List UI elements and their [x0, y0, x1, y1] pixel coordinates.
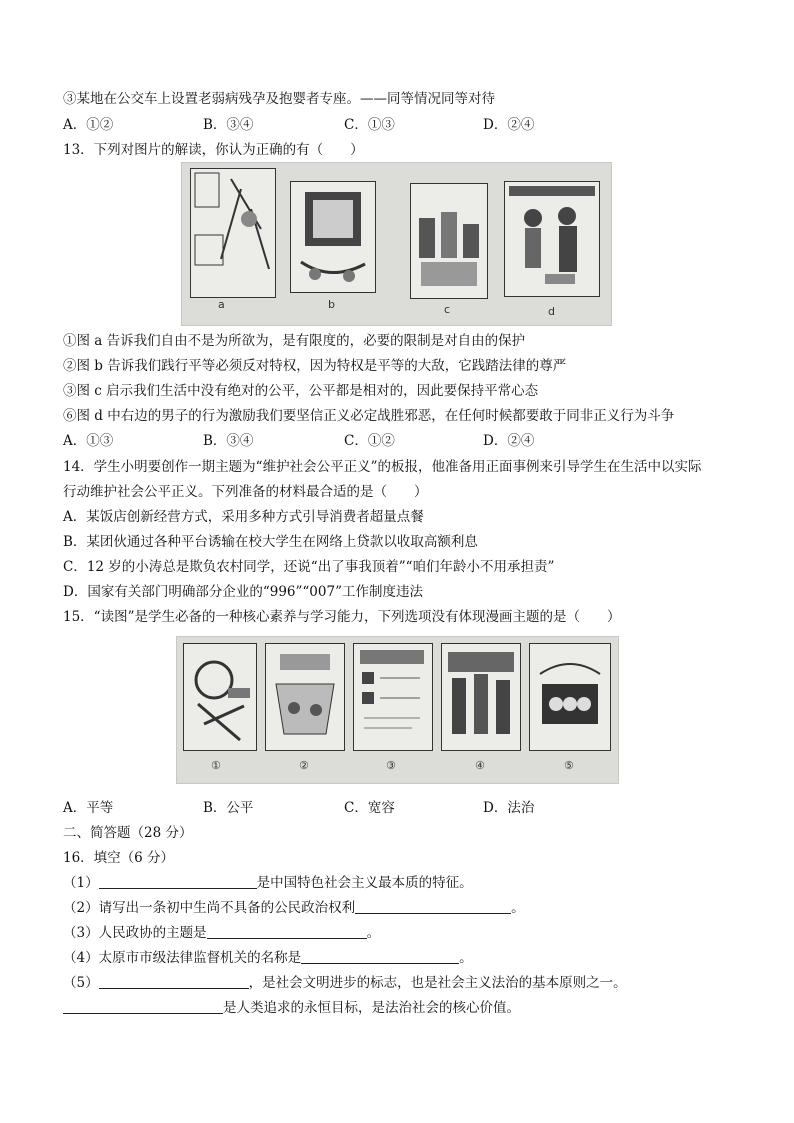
comic-4-illustration — [442, 644, 520, 750]
label-5: ⑤ — [564, 759, 574, 772]
answer-blank-2[interactable] — [355, 899, 511, 914]
comic-b-illustration — [291, 182, 375, 292]
comic-panel-1 — [183, 643, 257, 751]
q16-item-4-prefix: （4）太原市市级法律监督机关的名称是 — [63, 950, 302, 966]
q13-comic-strip — [181, 162, 612, 326]
q14-option-d[interactable]: D．国家有关部门明确部分企业的“996”“007”工作制度违法 — [63, 584, 423, 600]
q15-option-a[interactable]: A．平等 — [63, 800, 114, 816]
answer-blank-6[interactable] — [63, 999, 223, 1014]
q12-item-3: ③某地在公交车上设置老弱病残孕及抱婴者专座。——同等情况同等对待 — [63, 91, 495, 107]
comic-panel-2 — [265, 643, 345, 751]
answer-blank-3[interactable] — [207, 924, 367, 939]
comic-panel-d — [504, 181, 600, 297]
q13-statement-3: ③图 c 启示我们生活中没有绝对的公平，公平都是相对的，因此要保持平常心态 — [63, 383, 539, 399]
q16-item-3-suffix: 。 — [366, 925, 381, 941]
comic-3-illustration — [354, 644, 432, 750]
comic-5-illustration — [530, 644, 610, 750]
label-4: ④ — [475, 759, 485, 772]
comic-d-illustration — [505, 182, 599, 296]
q16-item-1-suffix: 是中国特色社会主义最本质的特征。 — [256, 875, 473, 891]
label-c: c — [444, 303, 451, 316]
q16-item-2 — [63, 899, 525, 917]
q14-option-b[interactable]: B．某团伙通过各种平台诱输在校大学生在网络上贷款以收取高额利息 — [63, 534, 478, 550]
q16-item-1 — [63, 874, 473, 892]
answer-blank-5[interactable] — [99, 974, 249, 989]
q12-option-b[interactable]: B．③④ — [203, 117, 254, 133]
comic-panel-a — [190, 168, 276, 298]
comic-2-illustration — [266, 644, 344, 750]
q13-option-d[interactable]: D．②④ — [483, 433, 535, 449]
comic-panel-3 — [353, 643, 433, 751]
comic-c-illustration — [411, 184, 487, 298]
q14-stem-line-1: 14．学生小明要创作一期主题为“维护社会公平正义”的板报，他准备用正面事例来引导学生在生活中以实际 — [63, 459, 702, 475]
q16-item-5 — [63, 974, 627, 992]
q13-option-a[interactable]: A．①③ — [63, 433, 114, 449]
q16-item-6-suffix: 是人类追求的永恒目标，是法治社会的核心价值。 — [223, 1000, 520, 1016]
q16-item-2-suffix: 。 — [511, 900, 525, 916]
q16-title: 16．填空（6 分） — [63, 850, 175, 866]
label-3: ③ — [386, 759, 396, 772]
comic-a-illustration — [191, 169, 275, 297]
answer-blank-4[interactable] — [301, 949, 459, 964]
label-d: d — [548, 305, 555, 318]
q15-comic-strip — [176, 636, 619, 784]
comic-panel-b — [290, 181, 376, 293]
q15-options — [63, 799, 763, 817]
q14-stem-line-2: 行动维护社会公平正义。下列准备的材料最合适的是（ ） — [63, 484, 428, 500]
q16-item-1-prefix: （1） — [63, 875, 99, 891]
q16-item-4-suffix: 。 — [459, 950, 473, 966]
comic-1-illustration — [184, 644, 256, 750]
label-2: ② — [299, 759, 309, 772]
q16-item-4 — [63, 949, 473, 967]
q12-option-c[interactable]: C．①③ — [344, 117, 395, 133]
q13-options — [63, 432, 763, 450]
q13-option-b[interactable]: B．③④ — [203, 433, 254, 449]
q13-statement-2: ②图 b 告诉我们践行平等必须反对特权，因为特权是平等的大敌，它践踏法律的尊严 — [63, 358, 567, 374]
q12-options — [63, 116, 763, 134]
q14-option-c[interactable]: C．12 岁的小涛总是欺负农村同学，还说“出了事我顶着”“咱们年龄小不用承担责” — [63, 559, 555, 575]
q15-option-c[interactable]: C．宽容 — [344, 800, 395, 816]
q16-item-3 — [63, 924, 380, 942]
q16-item-2-prefix: （2）请写出一条初中生尚不具备的公民政治权利 — [63, 900, 356, 916]
answer-blank-1[interactable] — [99, 874, 257, 889]
comic-panel-4 — [441, 643, 521, 751]
q14-option-a[interactable]: A．某饭店创新经营方式，采用多种方式引导消费者超量点餐 — [63, 509, 424, 525]
comic-panel-5 — [529, 643, 611, 751]
comic-panel-c — [410, 183, 488, 299]
label-b: b — [328, 298, 335, 311]
q16-item-6 — [63, 999, 520, 1017]
q13-option-c[interactable]: C．①② — [344, 433, 395, 449]
q13-stem: 13．下列对图片的解读，你认为正确的有（ ） — [63, 142, 364, 158]
q16-item-5-suffix: ，是社会文明进步的标志，也是社会主义法治的基本原则之一。 — [248, 975, 627, 991]
q15-option-d[interactable]: D．法治 — [483, 800, 535, 816]
q13-statement-1: ①图 a 告诉我们自由不是为所欲为，是有限度的，必要的限制是对自由的保护 — [63, 333, 526, 349]
label-1: ① — [211, 759, 221, 772]
q16-item-5-prefix: （5） — [63, 975, 99, 991]
q16-item-3-prefix: （3）人民政协的主题是 — [63, 925, 207, 941]
q12-option-d[interactable]: D．②④ — [483, 117, 535, 133]
q15-option-b[interactable]: B．公平 — [203, 800, 254, 816]
section-2-heading: 二、简答题（28 分） — [63, 825, 193, 841]
q13-statement-4: ⑥图 d 中右边的男子的行为激励我们要坚信正义必定战胜邪恶，在任何时候都要敢于同非正义行为斗争 — [63, 408, 675, 424]
label-a: a — [218, 298, 225, 311]
q15-stem: 15．“读图”是学生必备的一种核心素养与学习能力，下列选项没有体现漫画主题的是（ ） — [63, 609, 621, 625]
q12-option-a[interactable]: A．①② — [63, 117, 114, 133]
